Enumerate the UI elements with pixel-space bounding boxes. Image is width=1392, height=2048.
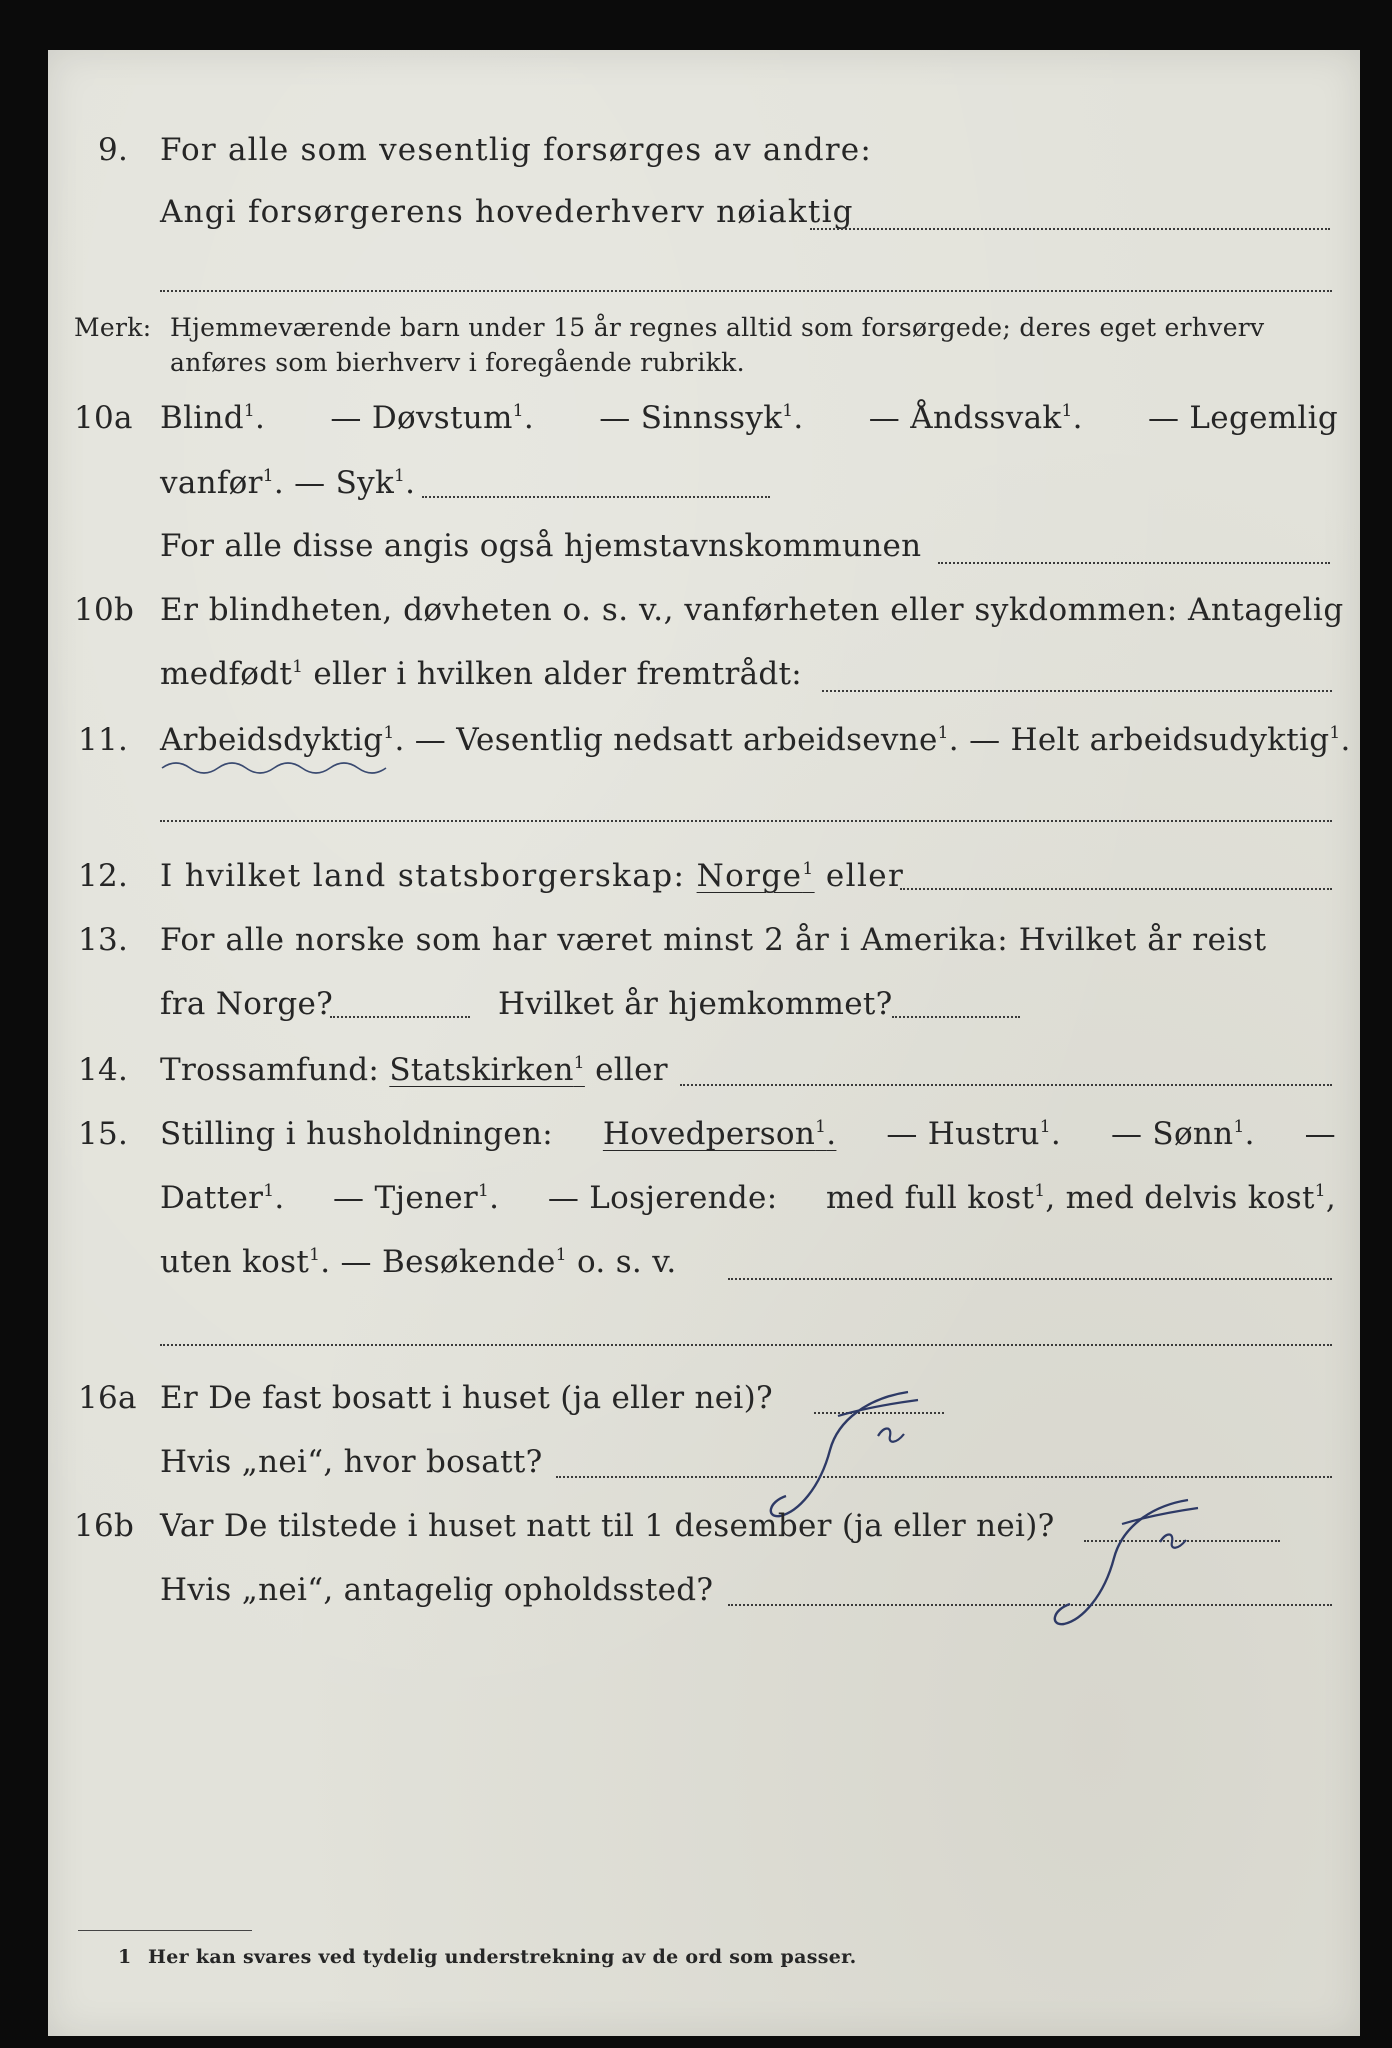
q10a-andssvak[interactable]: — Åndssvak$^1$. <box>868 400 1083 436</box>
footnote-rule <box>78 1930 252 1931</box>
q10a-syk-answer-line[interactable] <box>422 496 770 498</box>
q16a-number: 16a <box>78 1380 137 1416</box>
q10a-line3: For alle disse angis også hjemstavnskommunen <box>160 528 922 564</box>
q11-udyktig[interactable]: — Helt arbeidsudyktig$^1$. <box>969 722 1351 758</box>
q15-dash: — <box>1304 1116 1336 1152</box>
q10a-dovstum[interactable]: — Døvstum$^1$. <box>330 400 535 436</box>
q15-stilling-label: Stilling i husholdningen: <box>160 1116 553 1152</box>
q10a-line1 <box>160 400 1338 436</box>
q10b-line2 <box>160 656 802 692</box>
merk-line2: anføres som bierhverv i foregående rubrikk. <box>170 348 745 377</box>
q10a-number: 10a <box>74 400 133 436</box>
q14-line <box>160 1052 668 1088</box>
q16b-line1: Var De tilstede i huset natt til 1 desember (ja eller nei)? <box>160 1508 1055 1544</box>
q9-answer-line[interactable] <box>810 228 1330 230</box>
q15-besokende[interactable]: — Besøkende$^1$ <box>340 1244 567 1280</box>
q15-datter[interactable]: Datter$^1$. <box>160 1180 285 1216</box>
q14-question: Trossamfund: <box>160 1052 380 1088</box>
q13-reist-answer-line[interactable] <box>330 1016 470 1018</box>
q12-line <box>160 858 904 894</box>
q15-full-kost[interactable]: med full kost$^1$, med delvis kost$^1$, <box>825 1180 1336 1216</box>
q12-answer-line[interactable] <box>900 888 1332 890</box>
q15-losjerende: — Losjerende: <box>547 1180 778 1216</box>
q15-osv: o. s. v. <box>576 1244 677 1280</box>
q15-number: 15. <box>78 1116 129 1152</box>
merk-line1: Hjemmeværende barn under 15 år regnes alltid som forsørgede; deres eget erhverv <box>170 313 1265 342</box>
q15-hustru[interactable]: — Hustru$^1$. <box>886 1116 1062 1152</box>
q14-number: 14. <box>78 1052 129 1088</box>
q10a-line2 <box>160 465 415 501</box>
q15-answer-line-2[interactable] <box>160 1344 1332 1346</box>
q12-number: 12. <box>78 858 129 894</box>
q12-question: I hvilket land statsborgerskap: <box>160 858 686 894</box>
q14-answer-line[interactable] <box>680 1084 1332 1086</box>
q16b-line2: Hvis „nei“, antagelig opholdssted? <box>160 1572 714 1608</box>
q15-answer-line[interactable] <box>728 1278 1332 1280</box>
footnote-mark: 1 <box>118 1946 132 1968</box>
q15-tjener[interactable]: — Tjener$^1$. <box>333 1180 500 1216</box>
q16a-line1: Er De fast bosatt i huset (ja eller nei)? <box>160 1380 773 1416</box>
q13-hjemkommet-answer-line[interactable] <box>892 1016 1020 1018</box>
census-form-page <box>48 50 1360 2036</box>
q10a-vanfor[interactable]: vanfør$^1$. <box>160 465 284 501</box>
q15-line3 <box>160 1244 677 1280</box>
q9-line1: For alle som vesentlig forsørges av andre: <box>160 132 872 168</box>
q9-line2: Angi forsørgerens hovederhverv nøiaktig <box>160 194 854 230</box>
q10a-syk[interactable]: — Syk$^1$. <box>294 465 416 501</box>
q10b-answer-line[interactable] <box>822 690 1332 692</box>
q15-line2 <box>160 1180 1336 1216</box>
q10a-blind[interactable]: Blind$^1$. <box>160 400 266 436</box>
q10b-alder: eller i hvilken alder fremtrådt: <box>303 656 803 692</box>
footnote-text: Her kan svares ved tydelig understrekning av de ord som passer. <box>148 1946 857 1968</box>
q9-number: 9. <box>98 132 129 168</box>
q14-eller: eller <box>595 1052 668 1088</box>
q10a-hjemstavn-answer-line[interactable] <box>938 562 1330 564</box>
q15-line1 <box>160 1116 1336 1152</box>
q10b-line1: Er blindheten, døvheten o. s. v., vanførheten eller sykdommen: Antagelig <box>160 592 1344 628</box>
q11-arbeidsdyktig[interactable]: Arbeidsdyktig$^1$. <box>160 722 405 758</box>
q9-answer-line-2[interactable] <box>160 290 1332 292</box>
q10a-legemlig[interactable]: — Legemlig <box>1147 400 1338 436</box>
q10a-sinnssyk[interactable]: — Sinnssyk$^1$. <box>599 400 804 436</box>
q13-line1: For alle norske som har været minst 2 år i Amerika: Hvilket år reist <box>160 922 1267 958</box>
q11-nedsatt[interactable]: — Vesentlig nedsatt arbeidsevne$^1$. <box>414 722 959 758</box>
q10b-medfodt[interactable]: medfødt$^1$ <box>160 656 304 692</box>
q11-line1 <box>160 722 1351 758</box>
q11-answer-line[interactable] <box>160 820 1332 822</box>
q13-line2b: Hvilket år hjemkommet? <box>498 986 893 1022</box>
q15-uten-kost[interactable]: uten kost$^1$. <box>160 1244 331 1280</box>
q15-sonn[interactable]: — Sønn$^1$. <box>1110 1116 1255 1152</box>
q16b-number: 16b <box>74 1508 135 1544</box>
q11-number: 11. <box>78 722 129 758</box>
q11-handwritten-underline <box>160 758 400 774</box>
q12-norge[interactable]: Norge$^1$ <box>696 858 815 894</box>
merk-label: Merk: <box>74 313 152 342</box>
q16a-line2: Hvis „nei“, hvor bosatt? <box>160 1444 543 1480</box>
q14-statskirken[interactable]: Statskirken$^1$ <box>389 1052 585 1088</box>
q12-eller: eller <box>825 858 905 894</box>
q16b-handwritten-answer <box>1038 1490 1238 1640</box>
q13-number: 13. <box>78 922 129 958</box>
q13-line2a: fra Norge? <box>160 986 334 1022</box>
q16b-opholdssted-answer-line[interactable] <box>728 1604 1332 1606</box>
q10b-number: 10b <box>74 592 135 628</box>
q15-hovedperson[interactable]: Hovedperson$^1$. <box>602 1116 837 1152</box>
